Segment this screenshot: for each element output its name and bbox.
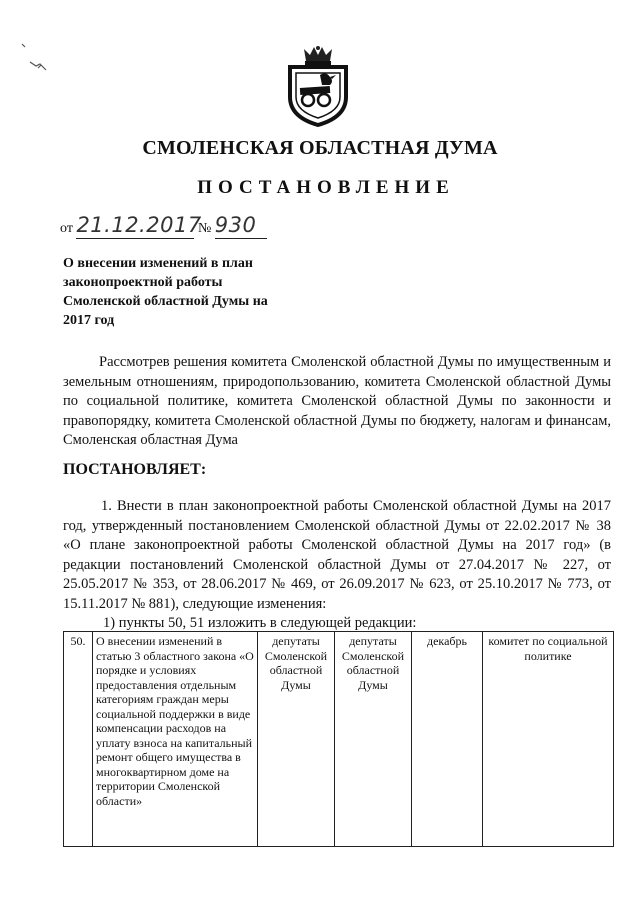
bill-developer: депутаты Смоленской областной Думы [258, 632, 335, 847]
resolution-item-1: 1. Внести в план законопроектной работы Смоленской областной Думы на 2017 год, утвержденный постановлением Смоленской областной Думы от 22.02.2017 № 38 «О плане законопроектной работы Смоленской областной Думы на 2017 год» (в редакции постановлений Смоленской областной Думы от 27.04.2017 № 227, от 25.05.2017 № 353, от 28.06.2017 № 469, от 26.09.2017 № 623, от 25.10.2017 № 773, от 15.11.2017 № 881), следующие изменения: [63, 498, 611, 612]
bill-title: О внесении изменений в статью 3 областного закона «О порядке и условиях предоставления отдельным категориям граждан меры социальной поддержки в виде компенсации расходов на уплату взноса на капитальный ремонт общего имущества в многоквартирном доме на территории Смоленской области» [93, 632, 258, 847]
document-date: 21.12.2017 [76, 213, 202, 237]
coat-of-arms-emblem [280, 45, 356, 127]
from-label: от [60, 221, 73, 236]
row-number: 50. [64, 632, 93, 847]
document-number: 930 [214, 213, 257, 237]
org-title: СМОЛЕНСКАЯ ОБЛАСТНАЯ ДУМА [142, 137, 498, 159]
preamble-paragraph: Рассмотрев решения комитета Смоленской областной Думы по имущественным и земельным отношениям, природопользованию, комитета Смоленской областной Думы по социальной политике, комитета Смоленской областной Думы по законности и правопорядку, комитета Смоленской областной Думы по бюджету, налогам и финансам, Смоленская областная Дума [63, 354, 611, 448]
bill-term: декабрь [412, 632, 483, 847]
resolves-heading: ПОСТАНОВЛЯЕТ: [63, 461, 207, 478]
number-label: № [197, 221, 212, 236]
document-number-line [60, 213, 267, 239]
document-type: ПОСТАНОВЛЕНИЕ [197, 177, 455, 198]
bill-initiator: депутаты Смоленской областной Думы [335, 632, 412, 847]
resolution-subitem-1: 1) пункты 50, 51 изложить в следующей редакции: [103, 615, 417, 631]
responsible-committee: комитет по социальной политике [483, 632, 614, 847]
scan-noise-mark [18, 40, 58, 80]
plan-table [63, 631, 614, 847]
document-subject: О внесении изменений в план законопроектной работы Смоленской областной Думы на 2017 год [63, 256, 268, 328]
table-row [64, 632, 614, 847]
